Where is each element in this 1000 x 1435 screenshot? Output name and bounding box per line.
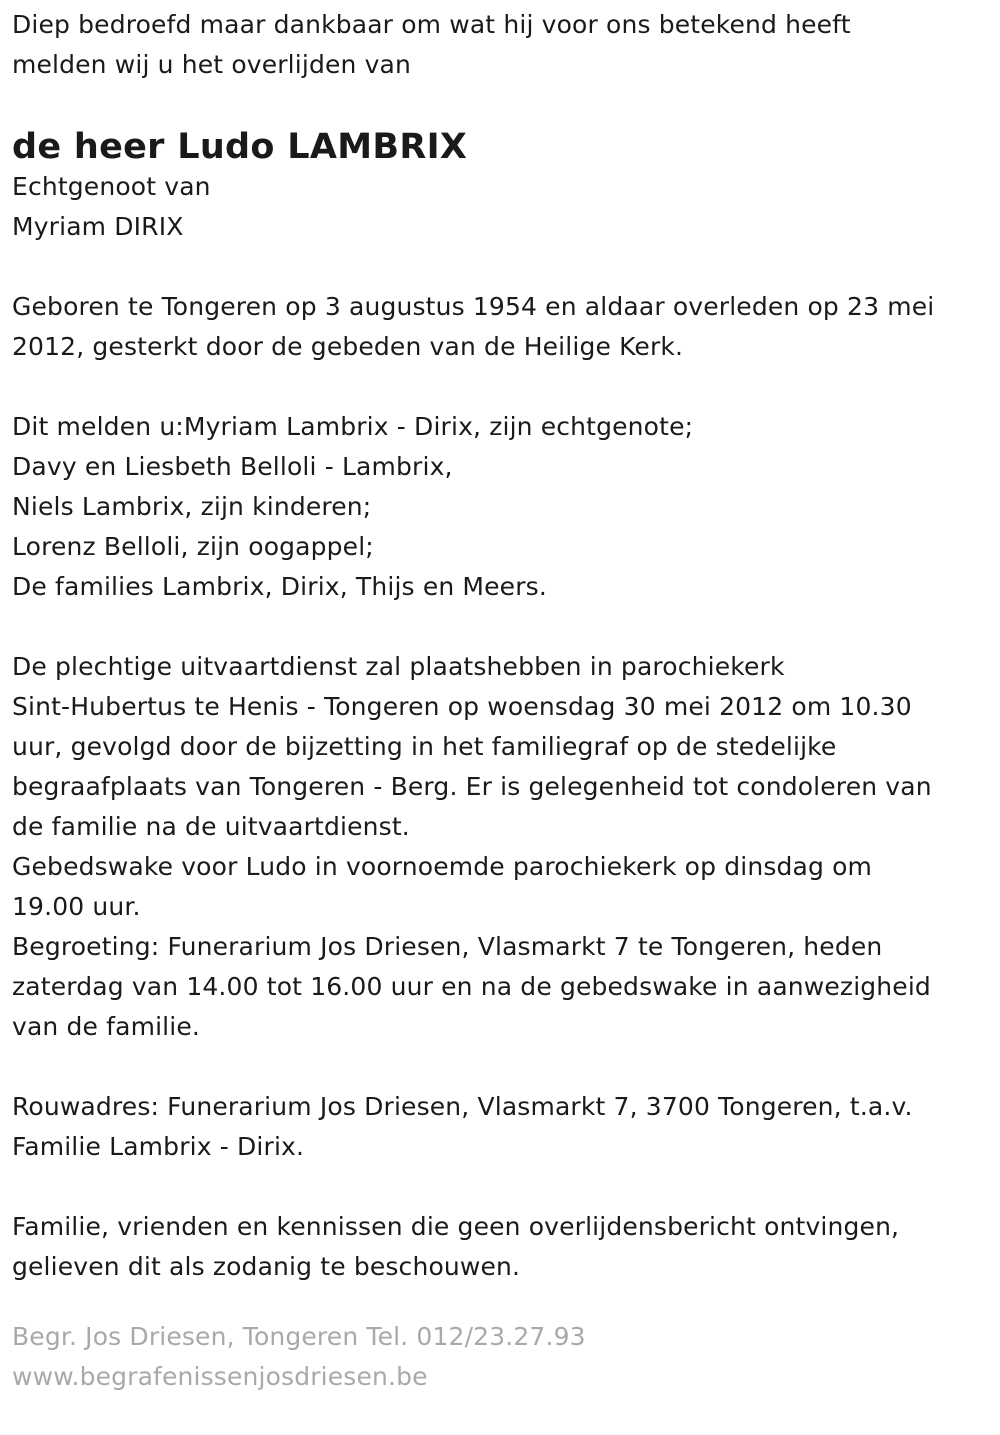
spacer (12, 607, 988, 647)
ceremony-line: Begroeting: Funerarium Jos Driesen, Vlasmarkt 7 te Tongeren, heden (12, 932, 883, 961)
ceremony-line: Gebedswake voor Ludo in voornoemde parochiekerk op dinsdag om (12, 852, 873, 881)
family-line: De families Lambrix, Dirix, Thijs en Meers. (12, 572, 547, 601)
closing-line: gelieven dit als zodanig te beschouwen. (12, 1252, 521, 1281)
ceremony-line: van de familie. (12, 1012, 200, 1041)
family-line: Niels Lambrix, zijn kinderen; (12, 492, 372, 521)
intro-text (12, 5, 988, 85)
address-block (12, 1087, 988, 1167)
ceremony-line: begraafplaats van Tongeren - Berg. Er is gelegenheid tot condoleren van (12, 772, 932, 801)
family-block (12, 407, 988, 607)
ceremony-line: uur, gevolgd door de bijzetting in het familiegraf op de stedelijke (12, 732, 837, 761)
ceremony-line: zaterdag van 14.00 tot 16.00 uur en na de gebedswake in aanwezigheid (12, 972, 931, 1001)
birth-death-block (12, 287, 988, 367)
ceremony-line: de familie na de uitvaartdienst. (12, 812, 410, 841)
death-notice (0, 5, 1000, 1435)
family-line: Lorenz Belloli, zijn oogappel; (12, 532, 374, 561)
spacer (12, 1047, 988, 1087)
family-line: Davy en Liesbeth Belloli - Lambrix, (12, 452, 453, 481)
spouse-block (12, 167, 988, 247)
closing-block (12, 1207, 988, 1287)
address-line: Familie Lambrix - Dirix. (12, 1132, 305, 1161)
closing-line: Familie, vrienden en kennissen die geen overlijdensbericht ontvingen, (12, 1212, 900, 1241)
ceremony-line: Sint-Hubertus te Henis - Tongeren op woensdag 30 mei 2012 om 10.30 (12, 692, 912, 721)
deceased-name: de heer Ludo LAMBRIX (12, 127, 468, 167)
intro-line: Diep bedroefd maar dankbaar om wat hij voor ons betekend heeft (12, 10, 851, 39)
birth-death-line: Geboren te Tongeren op 3 augustus 1954 en aldaar overleden op 23 mei (12, 292, 935, 321)
spacer (12, 1167, 988, 1207)
address-line: Rouwadres: Funerarium Jos Driesen, Vlasmarkt 7, 3700 Tongeren, t.a.v. (12, 1092, 913, 1121)
intro-line: melden wij u het overlijden van (12, 50, 412, 79)
birth-death-line: 2012, gesterkt door de gebeden van de Heilige Kerk. (12, 332, 684, 361)
ceremony-line: De plechtige uitvaartdienst zal plaatshebben in parochiekerk (12, 652, 785, 681)
ceremony-line: 19.00 uur. (12, 892, 141, 921)
funeral-home-website: www.begrafenissenjosdriesen.be (12, 1362, 428, 1391)
spacer (12, 247, 988, 287)
spouse-line: Myriam DIRIX (12, 212, 184, 241)
spacer (12, 367, 988, 407)
spouse-line: Echtgenoot van (12, 172, 211, 201)
footer (12, 1317, 988, 1397)
funeral-home-contact: Begr. Jos Driesen, Tongeren Tel. 012/23.27.93 (12, 1322, 586, 1351)
ceremony-block (12, 647, 988, 1047)
family-line: Dit melden u:Myriam Lambrix - Dirix, zijn echtgenote; (12, 412, 694, 441)
